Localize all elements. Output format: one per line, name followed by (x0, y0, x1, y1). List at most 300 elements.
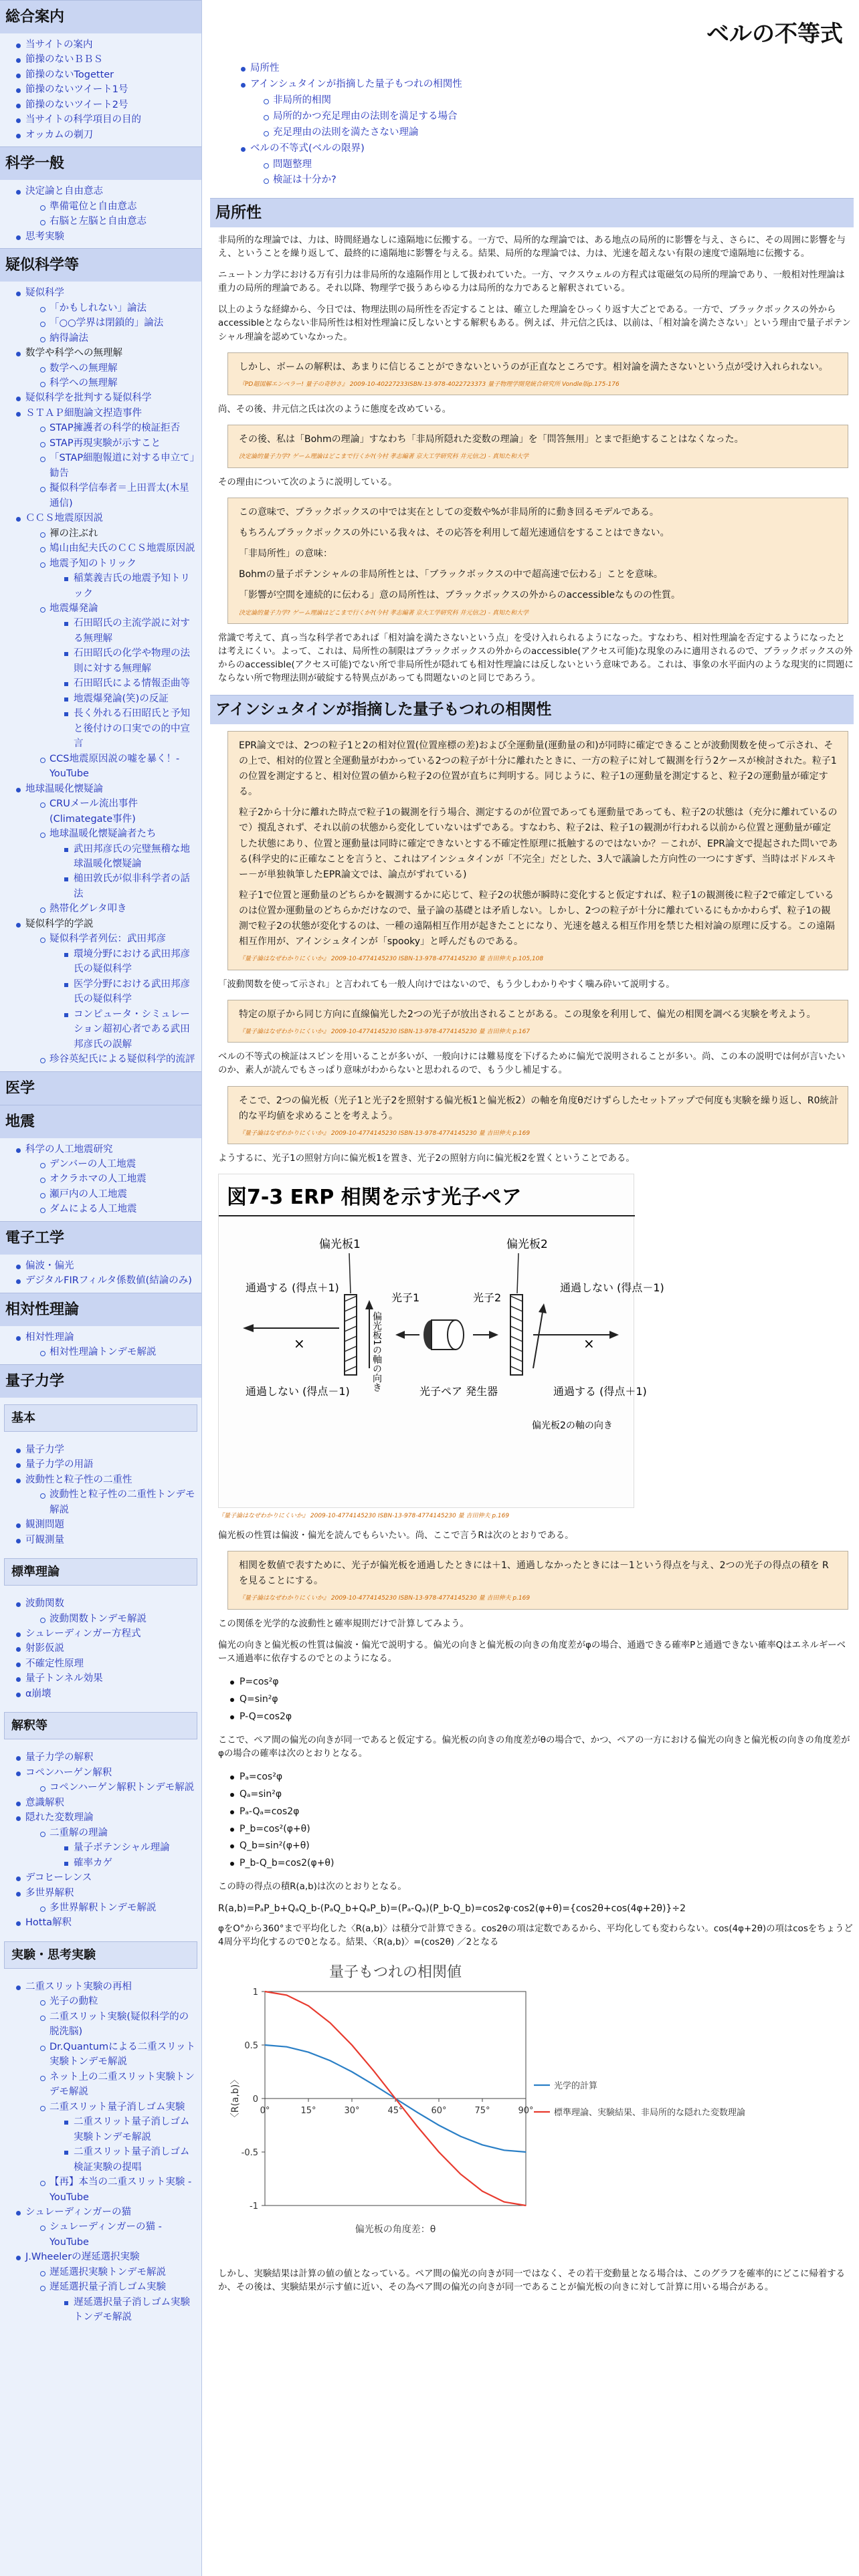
sidebar-item[interactable] (39, 1994, 197, 2009)
sidebar-item-label[interactable]: コンピュータ・シミュレーション超初心者である武田邦彦氏の誤解 (74, 1008, 190, 1050)
sidebar-item[interactable] (15, 1979, 197, 2205)
sidebar-item-label[interactable]: オクラホマの人工地震 (50, 1174, 147, 1185)
sidebar-item[interactable] (15, 1641, 197, 1656)
sidebar-item[interactable] (39, 436, 197, 451)
polarizer-2-label: 偏光板2 (506, 1238, 548, 1252)
paragraph: この関係を光学的な波動性と確率規則だけで計算してみよう。 (218, 1618, 469, 1629)
sidebar-section (0, 1293, 201, 1364)
sidebar-item[interactable] (15, 1796, 197, 1810)
sidebar-item-label[interactable]: 波動性と粒子性の二重性トンデモ解説 (50, 1489, 195, 1515)
sidebar-item[interactable] (15, 184, 197, 229)
sidebar-heading: 相対性理論 (0, 1293, 201, 1326)
data-point (373, 2084, 375, 2085)
sidebar-item-label[interactable]: 決定論と自由意志 (25, 186, 103, 197)
sidebar-item[interactable] (15, 391, 197, 405)
paragraph: 偏光の向きと偏光板の性質は偏波・偏光で説明する。偏光の向きと偏光板の向きの角度差がφの場合、通過できる確率Pと通過できない確率Qはエネルギーベース通過率に依存するのでとのようになる。 (218, 1640, 846, 1664)
sidebar-item-label[interactable]: 瀬戸内の人工地震 (50, 1188, 127, 1200)
sidebar-item-label[interactable]: デジタルFIRフィルタ係数値(結論のみ) (25, 1275, 192, 1287)
sidebar-item-label[interactable]: 熱帯化グレタ叩き (50, 903, 127, 915)
data-point (264, 1991, 266, 1992)
sidebar-item[interactable] (39, 1780, 197, 1795)
sidebar-item[interactable] (15, 1517, 197, 1532)
quote-text: 「影響が空間を連続的に伝わる」意の局所性は、ブラックボックスの外からのaccessibleなものの性質。 (239, 590, 681, 601)
sidebar-item-label[interactable]: 数学への無理解 (50, 362, 118, 374)
sidebar-item[interactable] (39, 541, 197, 556)
erp-photon-pair-figure (218, 1174, 664, 1508)
sidebar-item[interactable] (15, 229, 197, 244)
paragraph: この時の得点の積R(a,b)は次のとおりとなる。 (218, 1882, 407, 1893)
sidebar-item-label[interactable]: 環境分野における武田邦彦氏の疑似科学 (74, 948, 190, 975)
sidebar-item-label[interactable]: 二重スリット実験(疑似科学的の脱洗脳) (50, 2011, 189, 2038)
sidebar-item-label[interactable]: 量子ポテンシャル理論 (74, 1842, 170, 1854)
sidebar-item-label[interactable]: 「○○学界は閉鎖的」論法 (50, 318, 164, 329)
sidebar-item-label[interactable]: デコヒーレンス (25, 1872, 92, 1884)
sidebar-item-label[interactable]: 隠れた変数理論 (25, 1812, 94, 1824)
sidebar-item-label[interactable]: 「STAP細胞報道に対する申立て」勧告 (50, 453, 195, 479)
sidebar-item[interactable] (39, 2175, 197, 2205)
sidebar-item-label[interactable]: 遅延選択量子消しゴム実験トンデモ解説 (74, 2296, 190, 2323)
sidebar-item[interactable] (39, 901, 197, 916)
sidebar-item[interactable] (63, 676, 197, 691)
sidebar-item[interactable] (15, 1330, 197, 1360)
sidebar-item[interactable] (39, 1202, 197, 1216)
sidebar-item-label[interactable]: 節操のないTogetter (25, 69, 114, 80)
sidebar-item-label[interactable]: 地震予知のトリック (50, 558, 136, 569)
sidebar-item-label[interactable]: シュレーディンガーの猫 (25, 2206, 132, 2218)
sidebar-item[interactable] (63, 691, 197, 706)
sidebar-item-label[interactable]: 石田昭氏による情報歪曲等 (74, 678, 190, 689)
page-title: ベルの不等式 (706, 21, 843, 47)
paragraph: 常識で考えて、真っ当な科学者であれば「相対論を満たさないという点」を受け入れられるようになった。すなわち、相対性理論を否定するようになったとは考えにくい。よって、これは、局所性の制限はブラックボックスの外からのaccessible(アクセス可能)な現象のみに適用されるので、ブラックボックスの外からのaccessible(アクセス可能)でない所で非局所性が隠れても相対性理論には反しないという意味である。これは、事象の水平面内のような現実的に問題にならない所で物理法則が破綻する特異点があっても問題ないのと同じであろう。 (218, 633, 854, 684)
sidebar-item-label[interactable]: STAP再現実験が示すこと (50, 437, 161, 449)
sidebar-item-label[interactable]: 珍谷英紀氏による疑似科学的流評 (50, 1054, 195, 1065)
toc-link[interactable]: ベルの不等式(ベルの限界) (250, 142, 365, 154)
sidebar-item-label[interactable]: 長く外れる石田昭氏と予知と後付けの口実での的中宣言 (74, 708, 190, 750)
toc-link[interactable]: 検証は十分か? (273, 175, 337, 186)
sidebar-item[interactable] (39, 361, 197, 376)
toc-subitem[interactable] (264, 109, 854, 125)
sidebar-section (0, 1941, 201, 2329)
sidebar-item-label[interactable]: 観測問題 (25, 1519, 64, 1531)
toc-link[interactable]: アインシュタインが指摘した量子もつれの相関性 (250, 78, 462, 90)
sidebar-item-label[interactable]: コペンハーゲン解釈 (25, 1767, 112, 1778)
x-tick-label: 0° (260, 2105, 270, 2116)
sidebar-item-label[interactable]: 意識解釈 (25, 1797, 64, 1808)
sidebar-item-label[interactable]: 石田昭氏の化学や物理の法則に対する無理解 (74, 648, 190, 674)
sidebar-item[interactable] (39, 601, 197, 752)
sidebar-section (0, 146, 201, 248)
sidebar-item[interactable] (39, 2010, 197, 2040)
sidebar-item[interactable] (39, 2070, 197, 2100)
sidebar-item[interactable] (15, 128, 197, 142)
sidebar-item[interactable] (63, 2145, 197, 2175)
sidebar-item-label[interactable]: 射影仮説 (25, 1643, 64, 1654)
sidebar-section (0, 1404, 201, 1551)
sidebar-section (0, 1221, 201, 1293)
sidebar-item[interactable] (63, 2115, 197, 2145)
sidebar-item[interactable] (39, 1052, 197, 1067)
sidebar-item[interactable] (39, 331, 197, 346)
sidebar-item[interactable] (39, 556, 197, 601)
sidebar-item-label[interactable]: 偏波・偏光 (25, 1260, 74, 1271)
sidebar-item-label[interactable]: 科学への無理解 (50, 377, 118, 389)
quote-citation[interactable]: 『PD超図解エンペラー! 量子の奇妙さ』 2009-10-40227233ISBN-13-978-4022723373 量子物理学開発統合研究所 Vondle版p.175-176 (239, 381, 619, 388)
sidebar-item[interactable] (15, 1142, 197, 1217)
toc-subitem[interactable] (264, 157, 854, 173)
sidebar-item-label[interactable]: 当サイトの案内 (25, 39, 93, 50)
sidebar-item-label[interactable]: 「かもしれない」論法 (50, 302, 147, 314)
data-point (504, 2149, 505, 2151)
photon-2-label: 光子2 (473, 1291, 502, 1305)
sidebar-item-label[interactable]: 二重スリット量子消しゴム検証実験の提唱 (74, 2147, 190, 2173)
sidebar-item-label: 褌の注ぶれ (50, 528, 98, 539)
legend-label: 光学的計算 (554, 2080, 598, 2091)
sidebar-item[interactable] (39, 376, 197, 391)
sidebar-item[interactable] (39, 301, 197, 316)
x-tick-label: 30° (344, 2105, 360, 2116)
pass-label-2: 通過しない (得点－1) (560, 1281, 664, 1295)
sidebar-item[interactable] (39, 2265, 197, 2280)
sidebar-item-label[interactable]: 石田昭氏の主流学説に対する無理解 (74, 618, 190, 644)
sidebar-item-label[interactable]: 量子力学 (25, 1444, 64, 1455)
sidebar-item[interactable] (63, 706, 197, 751)
formula-item: P=cos²φ (230, 1674, 854, 1691)
quote-block (227, 1086, 848, 1145)
sidebar-item[interactable] (39, 752, 197, 782)
formula-item: Pₐ=cos²φ (230, 1769, 854, 1786)
sidebar-item-label[interactable]: 地球温暖化懐疑論者たち (50, 829, 157, 840)
sidebar-item-label[interactable]: 量子トンネル効果 (25, 1673, 103, 1685)
quote-text: Bohmの量子ポテンシャルの非局所性とは、「ブラックボックスの中で超高速で伝わる」ことを意味。 (239, 569, 663, 580)
quote-block (227, 1000, 848, 1043)
sidebar-item[interactable] (15, 1870, 197, 1885)
sidebar-item-label[interactable]: ダムによる人工地震 (50, 1204, 137, 1215)
sidebar-item[interactable] (15, 1473, 197, 1517)
sidebar-item[interactable] (39, 1187, 197, 1202)
toc-item[interactable] (241, 77, 854, 141)
sidebar-item-label[interactable]: 相対性理論トンデモ解説 (50, 1347, 157, 1358)
sidebar-item-label[interactable]: オッカムの剃刀 (25, 129, 94, 140)
sidebar-item-label[interactable]: Hotta解釈 (25, 1917, 72, 1929)
sidebar-section (0, 1364, 201, 1398)
sidebar-item-label[interactable]: 疑似科学 (25, 288, 64, 299)
sidebar-item-label[interactable]: 量子力学の解釈 (25, 1752, 94, 1763)
toc-subitem[interactable] (264, 173, 854, 189)
sidebar-item[interactable] (39, 1612, 197, 1626)
toc-item[interactable] (241, 61, 854, 77)
sidebar-item[interactable] (15, 1765, 197, 1796)
sidebar-item-label[interactable]: 鳩山由紀夫氏のＣＣＳ地震原因説 (50, 543, 195, 554)
sidebar-item-label[interactable]: 稲葉義吉氏の地震予知トリック (74, 573, 190, 599)
sidebar-item[interactable] (39, 1901, 197, 1915)
sidebar-item-label[interactable]: 地震爆発論 (50, 603, 98, 614)
formula-item: Pₐ-Qₐ=cos2φ (230, 1804, 854, 1821)
sidebar-item[interactable] (39, 796, 197, 827)
formula-item: Q=sin²φ (230, 1691, 854, 1709)
sidebar-item[interactable] (63, 842, 197, 872)
quote-block (227, 498, 848, 624)
toc-link[interactable]: 局所的かつ充足理由の法則を満足する場合 (273, 110, 458, 122)
sidebar-item[interactable] (15, 406, 197, 511)
sidebar-item[interactable] (39, 199, 197, 214)
quote-citation[interactable]: 決定論的量子力学? ゲーム理論はどこまで行くか?(今村 孝志編著 京大工学研究科 井元信之) - 真知た和大学 (239, 609, 529, 617)
sidebar-item-label[interactable]: シュレーディンガーの猫 - YouTube (50, 2222, 162, 2248)
sidebar-item-label[interactable]: コペンハーゲン解釈トンデモ解説 (50, 1782, 195, 1794)
quote-citation[interactable]: 『量子論はなぜわかりにくいか』 2009-10-4774145230 ISBN-13-978-4774145230 量 吉田伸夫 p.105,108 (239, 956, 544, 963)
sidebar-item[interactable] (39, 2100, 197, 2175)
sidebar-item[interactable] (39, 481, 197, 511)
sidebar-item[interactable] (15, 112, 197, 127)
sidebar-heading: 量子力学 (0, 1364, 201, 1398)
sidebar-item-label[interactable]: 波動関数トンデモ解説 (50, 1613, 147, 1624)
sidebar-item-label[interactable]: シュレーディンガー方程式 (25, 1628, 141, 1639)
sidebar-item-label[interactable]: 多世界解釈 (25, 1887, 74, 1899)
sidebar-item-label[interactable]: 節操のないツイート2号 (25, 99, 128, 110)
sidebar-item[interactable] (39, 526, 197, 541)
sidebar-item-label[interactable]: 波動性と粒子性の二重性 (25, 1474, 132, 1485)
sidebar-item[interactable] (39, 451, 197, 481)
data-point (460, 2135, 462, 2137)
data-point (330, 2060, 331, 2061)
sidebar-item[interactable] (39, 1826, 197, 1870)
sidebar-item[interactable] (15, 98, 197, 112)
paragraph: 「波動関数を使って示され」と言われても一般人向けではないので、もう少しわかりやすく噛み砕いて説明する。 (218, 979, 675, 990)
polarizer-2 (510, 1295, 522, 1375)
quote-citation[interactable]: 『量子論はなぜわかりにくいか』 2009-10-4774145230 ISBN-13-978-4774145230 量 吉田伸夫 p.167 (239, 1028, 531, 1035)
data-point (525, 2151, 527, 2153)
toc-subitem[interactable] (264, 125, 854, 141)
sidebar-item-label[interactable]: Dr.Quantumによる二重スリット実験トンデモ解説 (50, 2041, 196, 2068)
data-point (330, 2022, 331, 2024)
y-axis-label: 〈R(a,b)〉 (230, 2074, 241, 2122)
toc-link[interactable]: 局所性 (250, 63, 280, 74)
sidebar-item-label[interactable]: α崩壊 (25, 1688, 52, 1699)
sidebar-item[interactable] (63, 871, 197, 901)
quote-block (227, 1551, 848, 1610)
sidebar-item-label[interactable]: 科学の人工地震研究 (25, 1144, 113, 1155)
quote-citation[interactable]: 『量子論はなぜわかりにくいか』 2009-10-4774145230 ISBN-13-978-4774145230 量 吉田伸夫 p.169 (239, 1130, 531, 1137)
sidebar-item-label[interactable]: 節操のないＢＢＳ (25, 54, 103, 66)
sidebar-subheading: 解釈等 (4, 1712, 197, 1739)
sidebar-item-label[interactable]: 可観測量 (25, 1534, 64, 1545)
sidebar-item[interactable] (15, 1442, 197, 1457)
sidebar-item[interactable] (39, 2280, 197, 2325)
paragraph: φをO°から360°まで平均化した〈R(a,b)〉は積分で計算できる。cos2θの項は定数であるから、平均化しても変わらない。cos(4φ+2θ)の項はcosをちょうど4周分平均化するので0となる。結果、〈R(a,b)〉=(cos2θ) ／2となる (218, 1924, 853, 1948)
sidebar-item-label[interactable]: J.Wheelerの遅延選択実験 (25, 2252, 140, 2263)
sidebar-item[interactable] (63, 1840, 197, 1855)
sidebar-item[interactable] (39, 827, 197, 901)
sidebar-item[interactable] (39, 2220, 197, 2250)
sidebar-item[interactable] (15, 1886, 197, 1916)
sidebar-item[interactable] (15, 1596, 197, 1626)
sidebar-item[interactable] (15, 1750, 197, 1765)
sidebar-item[interactable] (15, 782, 197, 917)
sidebar-item[interactable] (63, 646, 197, 676)
toc-link[interactable]: 充足理由の法則を満たさない理論 (273, 126, 419, 138)
data-point (286, 1994, 288, 1996)
sidebar-item-label: 数学や科学への無理解 (25, 348, 122, 359)
sidebar-item[interactable] (63, 1856, 197, 1870)
sidebar-item-label[interactable]: 光子の動粒 (50, 1996, 98, 2008)
sidebar-item-label[interactable]: 疑似科学を批判する疑似科学 (25, 393, 152, 404)
sidebar-item[interactable] (39, 932, 197, 1052)
sidebar-item[interactable] (15, 1687, 197, 1701)
main-content (210, 0, 854, 2302)
sidebar-item[interactable] (15, 37, 197, 52)
toc-subitem[interactable] (264, 93, 854, 109)
photon-1-label: 光子1 (391, 1291, 420, 1305)
figure-citation[interactable]: 『量子論はなぜわかりにくいか』 2009-10-4774145230 ISBN-13-978-4774145230 量 吉田伸夫 p.169 (218, 1513, 510, 1520)
erp-figure-svg (219, 1174, 664, 1509)
y-tick-label: -1 (250, 2201, 258, 2212)
y-tick-label: 0.5 (244, 2040, 258, 2051)
sidebar-item-label[interactable]: 武田邦彦氏の完璧無稽な地球温暖化懐疑論 (74, 843, 190, 869)
correlation-chart (218, 1958, 746, 2262)
quote-text: 粒子1で位置と運動量のどちらかを観測するかに応じて、粒子2の状態が瞬時に変化すると仮定すれば、粒子1の観測後に粒子2で確定しているのは位置か運動量のどちらかだけなので、量子論の基礎とは矛盾しない。しかし、2つの粒子が十分に離れているにもかかわらず、粒子1の観測で粒子2の状態が変化するのは、一種の遠隔相互作用が起きたことになり、光速を越える相互作用を禁じた相対論の原理に反する。この遠隔相互作用が、アインシュタインが「spooky」と呼んだものである。 (239, 889, 835, 948)
sidebar-item[interactable] (39, 421, 197, 435)
data-point (482, 2190, 483, 2191)
sidebar-item-label[interactable]: 二重スリット量子消しゴム実験 (50, 2101, 185, 2113)
sidebar-heading: 科学一般 (0, 146, 201, 180)
quote-text: しかし、ボームの解釈は、あまりに信じることができないというのが正直なところです。相対論を満たさないという点が受け入れられない。 (239, 361, 828, 372)
sidebar-item-label[interactable]: 槌田敦氏が似非科学者の話法 (74, 873, 190, 899)
sidebar-item[interactable] (15, 1273, 197, 1288)
sidebar-item-label[interactable]: 思考実験 (25, 231, 64, 242)
sidebar-item-label[interactable]: 節操のないツイート1号 (25, 84, 128, 96)
quote-block (227, 352, 848, 396)
formula-item: P-Q=cos2φ (230, 1709, 854, 1726)
sidebar-item[interactable] (15, 68, 197, 82)
sidebar-item[interactable] (15, 511, 197, 781)
sidebar-item-label[interactable]: 納得論法 (50, 332, 88, 344)
data-point (351, 2044, 353, 2046)
sidebar-section (0, 1558, 201, 1705)
sidebar-item-label[interactable]: 二重解の理論 (50, 1827, 108, 1838)
sidebar-item[interactable] (63, 616, 197, 646)
x-axis-label: 偏光板の角度差：θ (355, 2224, 436, 2235)
sidebar-item[interactable] (63, 1007, 197, 1052)
sidebar-item-label[interactable]: 不確定性原理 (25, 1658, 84, 1669)
sidebar-heading: 電子工学 (0, 1221, 201, 1255)
paragraph: ベルの不等式の検証はスピンを用いることが多いが、一般向けには難易度を下げるために偏光で説明されることが多い。尚、この本の説明では何が言いたいのか、素人が読んでもさっぱり意味がわからないと思われるので、もう少し補足する。 (218, 1052, 846, 1076)
sidebar-item[interactable] (39, 1172, 197, 1186)
sidebar-item-label[interactable]: 相対性理論 (25, 1331, 74, 1343)
sidebar-item-label[interactable]: 医学分野における武田邦彦氏の疑似科学 (74, 978, 190, 1005)
quote-text: もちろんブラックボックスの外にいる我々は、その応答を利用して超光速通信をすることはできない。 (239, 528, 670, 539)
sidebar-item[interactable] (39, 1487, 197, 1517)
sidebar-item-label[interactable]: ＣＣＳ地震原因説 (25, 513, 103, 524)
sidebar-item[interactable] (15, 1533, 197, 1547)
data-point (395, 2098, 396, 2099)
sidebar-section (0, 0, 201, 146)
sidebar-item-label[interactable]: 二重スリット実験の再相 (25, 1981, 132, 1992)
sidebar-item[interactable] (15, 1457, 197, 1472)
sidebar-item-label[interactable]: 当サイトの科学項目の目的 (25, 114, 141, 126)
sidebar-item[interactable] (39, 1157, 197, 1172)
quote-text: 「非局所性」の意味： (239, 548, 332, 560)
sidebar-item[interactable] (15, 1626, 197, 1641)
quote-block (227, 425, 848, 468)
sidebar-item[interactable] (15, 1671, 197, 1686)
sidebar-item[interactable] (15, 82, 197, 97)
sidebar-item-label[interactable]: 右脳と左脳と自由意志 (50, 216, 147, 227)
sidebar-item[interactable] (63, 947, 197, 977)
sidebar-item-label[interactable]: 遅延選択実験トンデモ解説 (50, 2266, 166, 2278)
figure-title: 図7-3 ERP 相関を示す光子ペア (227, 1186, 522, 1210)
sidebar-item-label[interactable]: 遅延選択量子消しゴム実験 (50, 2282, 166, 2293)
toc-item[interactable] (241, 141, 854, 189)
table-of-contents (227, 61, 854, 189)
sidebar-item[interactable] (63, 977, 197, 1007)
sidebar-item[interactable] (63, 571, 197, 601)
toc-link[interactable]: 非局所的相関 (273, 94, 331, 106)
section-heading: アインシュタインが指摘した量子もつれの相関性 (210, 695, 854, 724)
sidebar-item-label[interactable]: 【再】本当の二重スリット実験 - YouTube (50, 2177, 192, 2203)
sidebar-item[interactable] (15, 52, 197, 67)
sidebar-item-label[interactable]: 準備電位と自由意志 (50, 201, 137, 212)
sidebar-item[interactable] (15, 346, 197, 391)
sidebar-item[interactable] (15, 1656, 197, 1671)
sidebar-item[interactable] (15, 1259, 197, 1273)
data-point (525, 2205, 527, 2206)
sidebar-item-label[interactable]: 地球温暖化懐疑論 (25, 783, 103, 794)
sidebar-item[interactable] (39, 214, 197, 229)
sidebar-item-label[interactable]: 地震爆発論(笑)の反証 (74, 693, 169, 704)
toc-link[interactable]: 問題整理 (273, 158, 312, 170)
sidebar-heading: 医学 (0, 1071, 201, 1105)
quote-text: EPR論文では、2つの粒子1と2の相対位置(位置座標の差)および全運動量(運動量の和)が同時に確定できることが波動関数を使って示され、その上で、相対的位置と全運動量がわかっている2つの粒子が十分に離れたときに、一方の粒子に対して観測を行う2ケースが検討された。粒子1の位置を測定すると、相対位置の値から粒子2の位置が直ちに判明する。同じように、粒子1の運動量を測定すると、粒子2の運動量が確定する。 (239, 740, 837, 798)
sidebar-nav (0, 0, 202, 2576)
sidebar-item-label[interactable]: CCS地震原因説の嘘を暴く！- YouTube (50, 753, 180, 780)
sidebar-item-label[interactable]: 擬似科学信奉者＝上田晋太(木星通信) (50, 483, 189, 509)
sidebar-item-label[interactable]: 量子力学の用語 (25, 1459, 94, 1471)
sidebar-item[interactable] (39, 1345, 197, 1360)
sidebar-item-label[interactable]: デンバーの人工地震 (50, 1159, 136, 1170)
sidebar-item[interactable] (15, 1915, 197, 1930)
sidebar-item[interactable] (15, 286, 197, 346)
sidebar-item-label[interactable]: 多世界解釈トンデモ解説 (50, 1903, 157, 1913)
block-label-1: 通過しない (得点－1) (246, 1385, 350, 1398)
sidebar-item[interactable] (39, 2040, 197, 2070)
sidebar-item[interactable] (15, 2250, 197, 2325)
quote-citation[interactable]: 『量子論はなぜわかりにくいか』 2009-10-4774145230 ISBN-13-978-4774145230 量 吉田伸夫 p.169 (239, 1595, 531, 1602)
y-tick-label: 1 (252, 1987, 258, 1998)
sidebar-item-label[interactable]: 波動関数 (25, 1598, 64, 1610)
sidebar-item-label[interactable]: 確率カゲ (74, 1857, 112, 1868)
chart-title: 量子もつれの相関値 (328, 1963, 462, 1981)
sidebar-item-label[interactable]: ＳＴＡＰ細胞論文捏造事件 (25, 407, 142, 419)
sidebar-item-label[interactable]: STAP擁護者の科学的検証拒否 (50, 423, 181, 434)
paragraph: ニュートン力学における万有引力は非局所的な遠隔作用として扱われていた。一方、マクスウェルの方程式は電磁気の局所的理論であり、一般相対性理論は重力の局所的理論である。それ以降、物理学で扱うあらゆる力は局所的な力であると解釈されている。 (218, 270, 845, 294)
sidebar-item[interactable] (15, 917, 197, 1067)
axis-2-label: 偏光板2の軸の向き (532, 1420, 613, 1432)
sidebar-section (0, 1105, 201, 1221)
sidebar-item[interactable] (15, 2205, 197, 2250)
sidebar-item-label[interactable]: 二重スリット量子消しゴム実験トンデモ解説 (74, 2117, 190, 2143)
sidebar-item[interactable] (39, 316, 197, 330)
pass-label-1: 通過する (得点＋1) (246, 1281, 339, 1295)
sidebar-item-label[interactable]: 疑似科学者列伝：武田邦彦 (50, 934, 166, 945)
sidebar-item[interactable] (15, 1810, 197, 1870)
sidebar-item-label[interactable]: CRUメール流出事件(Climategate事件) (50, 798, 138, 825)
block-label-2: 通過する (得点＋1) (553, 1385, 647, 1398)
quote-citation[interactable]: 決定論的量子力学? ゲーム理論はどこまで行くか?(今村 孝志編著 京大工学研究科 井元信之) - 真知た和大学 (239, 453, 529, 461)
formula-item: Q_b=sin²(φ+θ) (230, 1838, 854, 1855)
polarizer-1-label: 偏光板1 (319, 1238, 361, 1252)
sidebar-item[interactable] (63, 2295, 197, 2325)
data-point (438, 2125, 440, 2126)
sidebar-item-label[interactable]: ネット上の二重スリット実験トンデモ解説 (50, 2071, 195, 2098)
